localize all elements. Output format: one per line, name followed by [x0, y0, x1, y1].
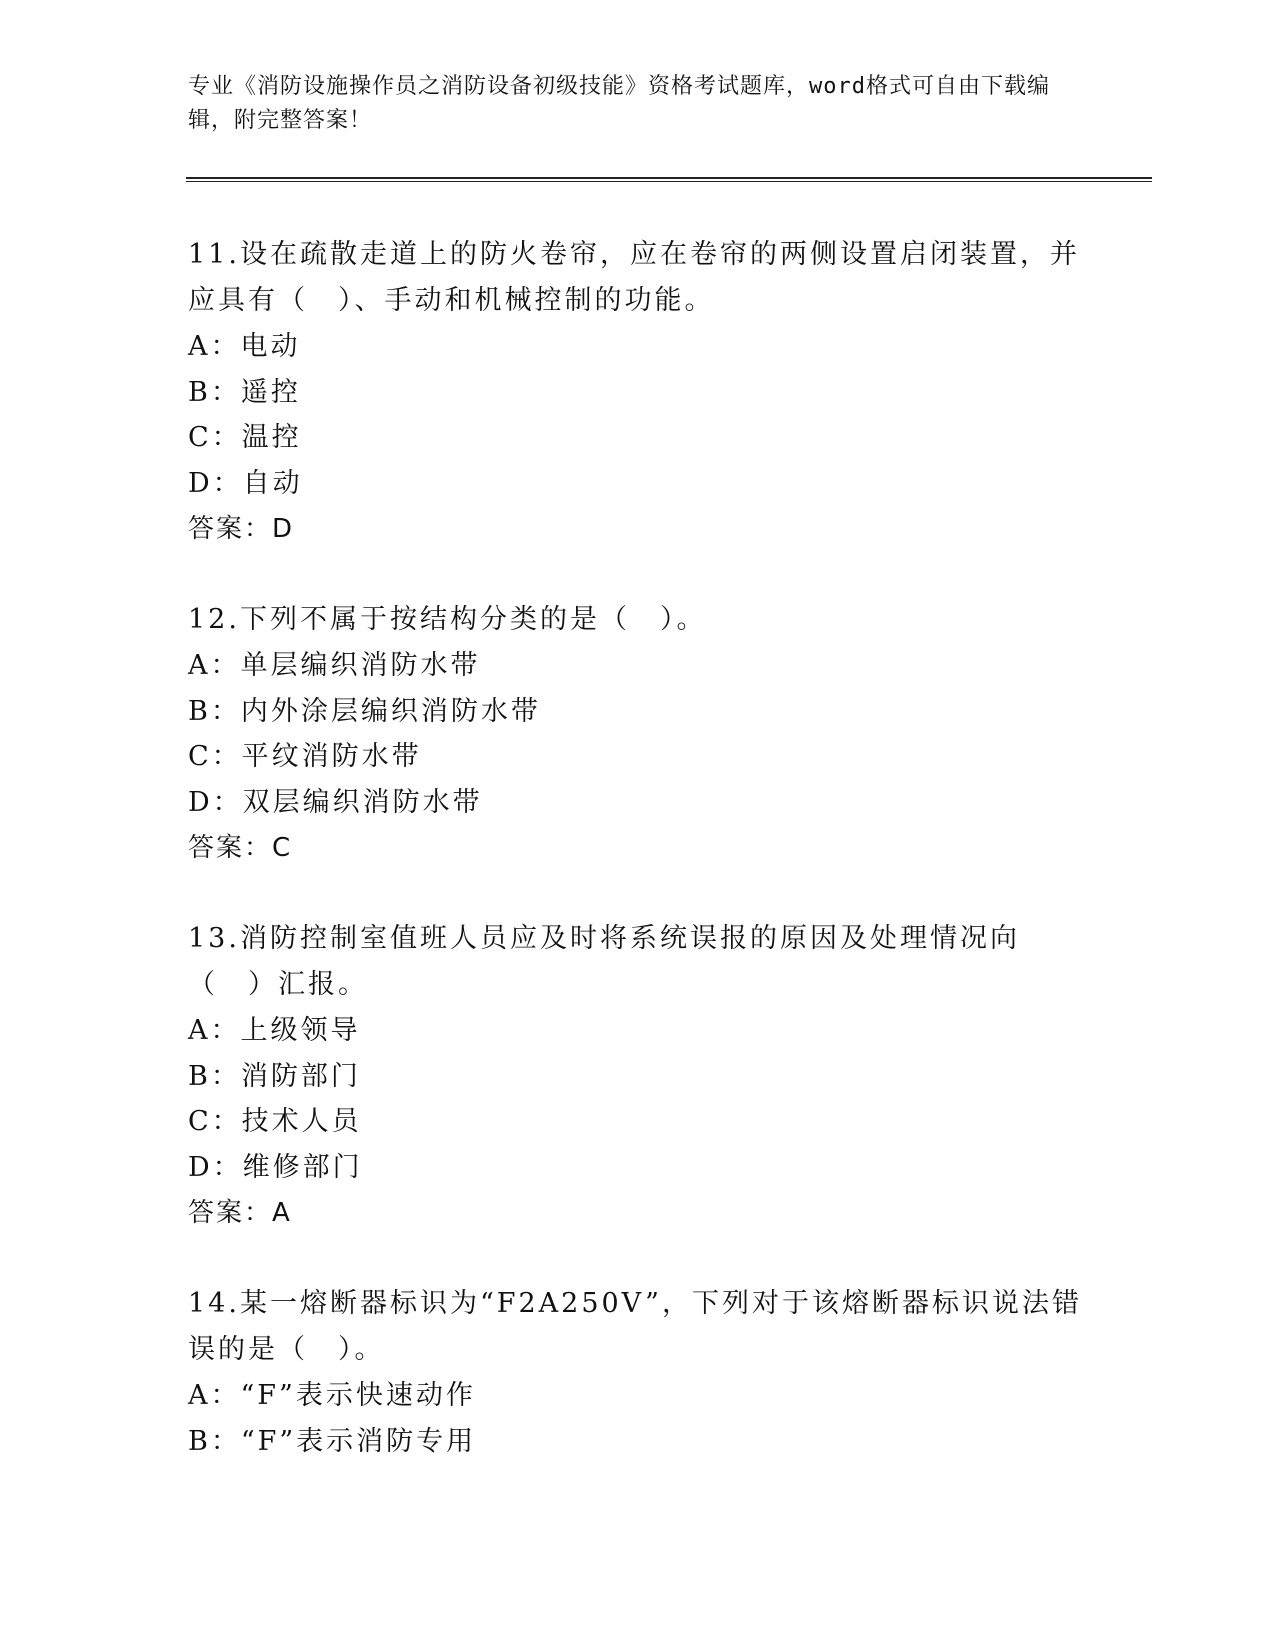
option-a: A：“F”表示快速动作 [188, 1380, 476, 1411]
answer-label: 答案：C [188, 833, 293, 863]
question-11 [188, 232, 1088, 552]
document-intro: 专业《消防设施操作员之消防设备初级技能》资格考试题库，word格式可自由下载编辑，附完整答案！ [188, 74, 1050, 133]
option-d: D：双层编织消防水带 [188, 786, 483, 818]
option-d: D：自动 [188, 467, 303, 499]
option-a: A：电动 [188, 331, 301, 362]
option-a: A：上级领导 [188, 1015, 361, 1046]
option-d: D：维修部门 [188, 1151, 363, 1183]
option-b: B：消防部门 [188, 1060, 361, 1092]
question-stem: 13.消防控制室值班人员应及时将系统误报的原因及处理情况向（ ）汇报。 [188, 923, 1020, 1000]
option-a: A：单层编织消防水带 [188, 650, 481, 681]
option-c: C：技术人员 [188, 1106, 362, 1137]
question-14 [188, 1281, 1088, 1464]
question-stem: 12.下列不属于按结构分类的是（ ）。 [188, 604, 707, 635]
answer-label: 答案：A [188, 1198, 292, 1228]
question-13 [188, 916, 1088, 1236]
option-c: C：温控 [188, 422, 302, 453]
option-b: B：内外涂层编织消防水带 [188, 695, 541, 727]
question-12 [188, 597, 1088, 871]
question-stem: 11.设在疏散走道上的防火卷帘，应在卷帘的两侧设置启闭装置，并应具有（ ）、手动和机械控制的功能。 [188, 239, 1080, 316]
answer-label: 答案：D [188, 514, 295, 544]
question-stem: 14.某一熔断器标识为“F2A250V”，下列对于该熔断器标识说法错误的是（ ）。 [188, 1288, 1082, 1365]
header-divider [186, 177, 1152, 182]
option-b: B：“F”表示消防专用 [188, 1425, 477, 1457]
question-list [188, 232, 1088, 1509]
option-c: C：平纹消防水带 [188, 741, 422, 772]
option-b: B：遥控 [188, 376, 301, 408]
